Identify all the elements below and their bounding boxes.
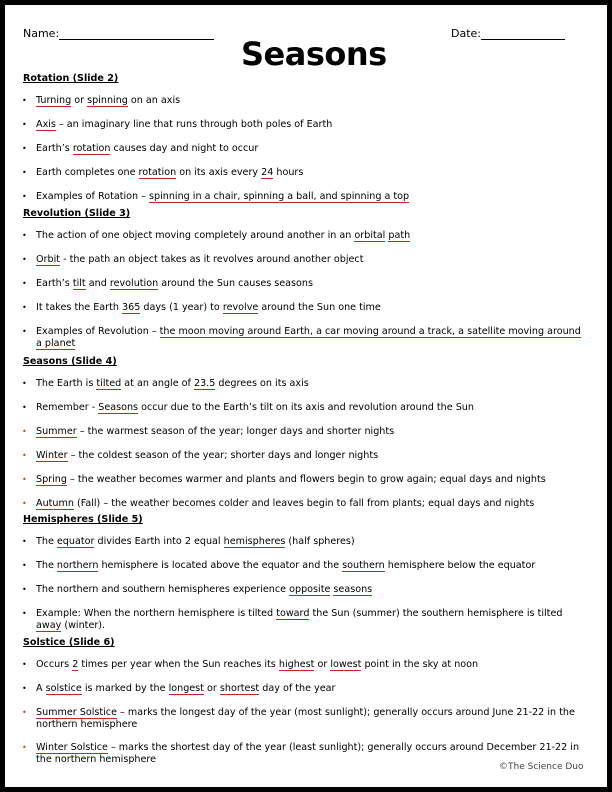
bullet-item: • Occurs 2 times per year when the Sun reaches its highest or lowest point in the sky at noon [22,659,479,670]
bullet-item: • Earth’s rotation causes day and night to occur [22,143,259,154]
bullet-item: • Turning or spinning on an axis [22,95,181,106]
bullet-item: • Axis – an imaginary line that runs through both poles of Earth [22,119,333,130]
bullet-item: • The Earth is tilted at an angle of 23.5 degrees on its axis [22,378,309,389]
copyright-credit: ©The Science Duo [499,762,584,772]
bullet-item: • The equator divides Earth into 2 equal hemispheres (half spheres) [22,536,355,547]
section-heading-revolution: Revolution (Slide 3) [23,208,131,219]
date-field[interactable] [451,27,565,40]
bullet-item: • Winter – the coldest season of the year; shorter days and longer nights [22,450,379,461]
name-blank[interactable] [59,28,214,40]
name-field[interactable] [23,27,214,40]
bullet-item: • Earth’s tilt and revolution around the Sun causes seasons [22,278,313,289]
bullet-item: • Example: When the northern hemisphere is tilted toward the Sun (summer) the southern hemisphere is tilted away (winter). [22,608,563,631]
name-label: Name: [23,27,60,40]
bullet-item: • Examples of Revolution – the moon moving around Earth, a car moving around a track, a satellite moving around a planet [22,326,581,349]
bullet-item: • Autumn (Fall) – the weather becomes colder and leaves begin to fall from plants; equal days and nights [22,498,535,509]
section-heading-seasons: Seasons (Slide 4) [23,356,117,367]
bullet-item: • Spring – the weather becomes warmer and plants and flowers begin to grow again; equal days and nights [22,474,546,485]
bullet-item: • The action of one object moving completely around another in an orbital path [22,230,411,241]
section-heading-hemispheres: Hemispheres (Slide 5) [23,514,143,525]
bullet-item: • The northern and southern hemispheres experience opposite seasons [22,584,373,595]
date-label: Date: [451,27,481,40]
bullet-item: • A solstice is marked by the longest or shortest day of the year [22,683,336,694]
bullet-item: • The northern hemisphere is located above the equator and the southern hemisphere below the equator [22,560,536,571]
bullet-item: • Remember - Seasons occur due to the Earth’s tilt on its axis and revolution around the Sun [22,402,474,413]
bullet-item: • Orbit - the path an object takes as it revolves around another object [22,254,364,265]
bullet-item: • Earth completes one rotation on its axis every 24 hours [22,167,304,178]
bullet-item: • Summer Solstice – marks the longest day of the year (most sunlight); generally occurs around June 21-22 in the northern hemisphere [22,707,575,730]
date-blank[interactable] [481,28,565,40]
section-heading-rotation: Rotation (Slide 2) [23,73,119,84]
section-heading-solstice: Solstice (Slide 6) [23,637,115,648]
bullet-item: • Summer – the warmest season of the year; longer days and shorter nights [22,426,395,437]
page-title: Seasons [241,35,387,73]
bullet-item: • Examples of Rotation – spinning in a chair, spinning a ball, and spinning a top [22,191,410,202]
bullet-item: • It takes the Earth 365 days (1 year) to revolve around the Sun one time [22,302,381,313]
bullet-item: • Winter Solstice – marks the shortest day of the year (least sunlight); generally occurs around December 21-22 in the northern hemisphere [22,742,580,765]
